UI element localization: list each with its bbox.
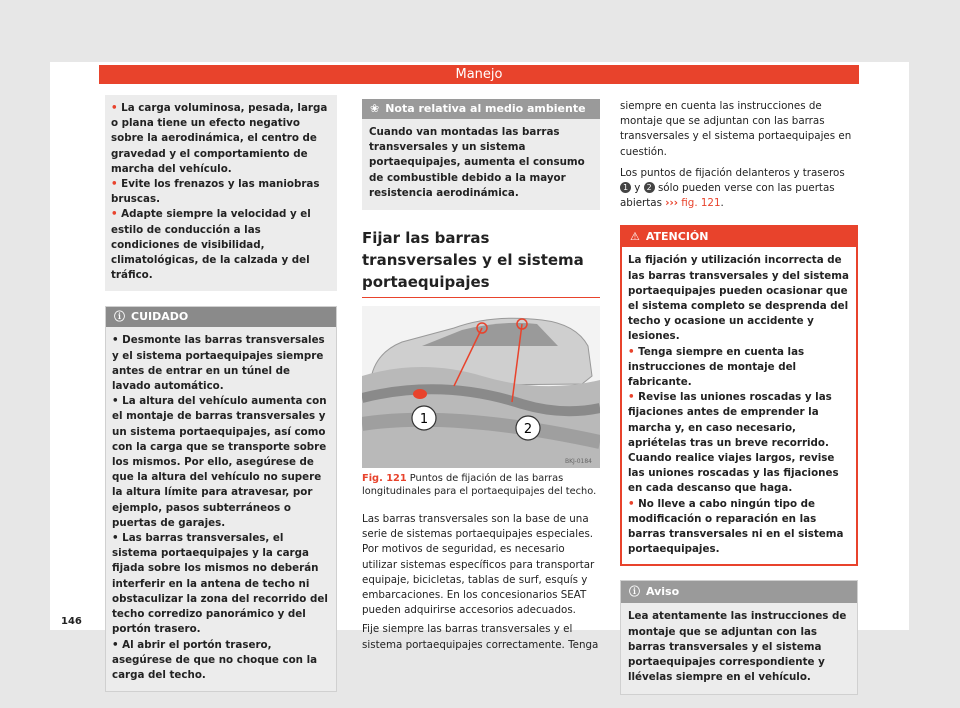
leaf-icon: ❀ xyxy=(370,102,380,115)
paragraph-fixing-points xyxy=(620,166,858,212)
env-text: Cuando van montadas las barras transversales y un sistema portaequipajes, aumenta el consumo de combustible debido a la mayor resistencia aerodinámica. xyxy=(362,119,600,210)
atencion-item: • No lleve a cabo ningún tipo de modificación o reparación en las barras transversales ni en el sistema portaequipajes. xyxy=(628,497,850,558)
figure-code: BKJ-0184 xyxy=(564,458,592,466)
paragraph: siempre en cuenta las instrucciones de montaje que se adjuntan con las barras transversales y el sistema portaequipajes en cuestión. xyxy=(620,100,852,158)
atencion-item: • Tenga siempre en cuenta las instrucciones de montaje del fabricante. xyxy=(628,345,850,391)
info-square-icon: ⓘ xyxy=(629,585,640,599)
cuidado-box xyxy=(105,306,337,692)
atencion-body xyxy=(622,247,856,564)
env-box xyxy=(362,99,600,210)
bullet-item: • Adapte siempre la velocidad y el estilo de conducción a las condiciones de visibilidad, climatológicas, de la calzada y del tráfico. xyxy=(111,207,331,283)
bullet-item: • La carga voluminosa, pesada, larga o plana tiene un efecto negativo sobre la aerodinámica, el centro de gravedad y el comportamiento de marcha del vehículo. xyxy=(111,101,331,177)
text-span: . xyxy=(720,197,724,210)
figure-caption-text: Puntos de fijación de las barras longitudinales para el portaequipajes del techo. xyxy=(362,473,597,498)
callout-ref-2: 2 xyxy=(644,182,655,193)
text-span: Los puntos de fijación delanteros y traseros xyxy=(620,166,845,179)
atencion-item: • Revise las uniones roscadas y las fijaciones antes de emprender la marcha y, en caso necesario, apriételas tras un breve recorrido. Cuando realice viajes largos, revise las uniones roscadas y las fijaciones en cada descanso que haga. xyxy=(628,390,850,496)
cuidado-title: CUIDADO xyxy=(131,310,189,324)
reference-arrows: ››› xyxy=(665,197,679,210)
column-1 xyxy=(105,95,337,692)
paragraph: Fije siempre las barras transversales y el sistema portaequipajes correctamente. Tenga xyxy=(362,623,599,651)
section-title: Fijar las barras transversales y el sistema portaequipajes xyxy=(362,229,584,292)
cuidado-header xyxy=(106,307,336,327)
cuidado-item: • Al abrir el portón trasero, asegúrese de que no choque con la carga del techo. xyxy=(112,638,330,684)
env-title: Nota relativa al medio ambiente xyxy=(385,102,586,115)
paragraph: Las barras transversales son la base de una serie de sistemas portaequipajes especiales. Por motivos de seguridad, es necesario utilizar sistemas específicos para transportar equipaje, bicicletas, tablas de surf, esquís y embarcaciones. En los concesionarios SEAT pueden adquirirse accesorios adecuados. xyxy=(362,513,595,617)
figure-reference-link[interactable]: fig. 121 xyxy=(681,197,721,210)
section-header xyxy=(362,227,600,298)
warning-triangle-icon: ⚠ xyxy=(630,230,640,244)
aviso-header xyxy=(621,581,857,603)
column-2 xyxy=(362,99,600,653)
callout-ref-1: 1 xyxy=(620,182,631,193)
atencion-header xyxy=(622,227,856,247)
text-span: sólo pueden verse con las puertas abiertas xyxy=(620,182,835,210)
bullet-item: • Evite los frenazos y las maniobras bruscas. xyxy=(111,177,331,207)
cuidado-item: • La altura del vehículo aumenta con el montaje de barras transversales y un sistema portaequipajes, así como con la carga que se transporte sobre los mismos. Por ello, asegúrese de que la altura del vehículo no supere la altura límite para atravesar, por ejemplo, pasos subterráneos o puertas de garajes. xyxy=(112,394,330,531)
cuidado-body xyxy=(106,327,336,691)
info-circle-icon: ⓘ xyxy=(114,310,125,324)
atencion-intro: La fijación y utilización incorrecta de las barras transversales y del sistema portaequipajes pueden ocasionar que el sistema completo se desprenda del techo y ocasione un accidente y lesiones. xyxy=(628,254,849,343)
aviso-title: Aviso xyxy=(646,585,680,599)
atencion-box xyxy=(620,225,858,566)
page-header: Manejo xyxy=(99,65,859,84)
aviso-box xyxy=(620,580,858,694)
cuidado-item: • Desmonte las barras transversales y el sistema portaequipajes siempre antes de entrar en un túnel de lavado automático. xyxy=(112,333,330,394)
intro-bullets xyxy=(105,95,337,291)
column-3 xyxy=(620,99,858,695)
text-span: y xyxy=(634,182,641,195)
figure-image xyxy=(362,306,600,468)
cuidado-item: • Las barras transversales, el sistema portaequipajes y la carga fijada sobre los mismos no deberán interferir en la antena de techo ni obstaculizar la zona del recorrido del techo corredizo panorámico y del portón trasero. xyxy=(112,531,330,637)
figure-label: Fig. 121 xyxy=(362,473,407,485)
figure-caption xyxy=(362,472,600,498)
callout-2: 2 xyxy=(523,422,533,438)
atencion-title: ATENCIÓN xyxy=(645,230,709,244)
car-roof-illustration xyxy=(362,306,600,468)
aviso-text: Lea atentamente las instrucciones de montaje que se adjuntan con las barras transversales y el sistema portaequipajes correspondiente y llévelas siempre en el vehículo. xyxy=(621,603,857,693)
page-number: 146 xyxy=(61,616,82,627)
callout-1: 1 xyxy=(419,412,429,428)
env-header xyxy=(362,99,600,119)
